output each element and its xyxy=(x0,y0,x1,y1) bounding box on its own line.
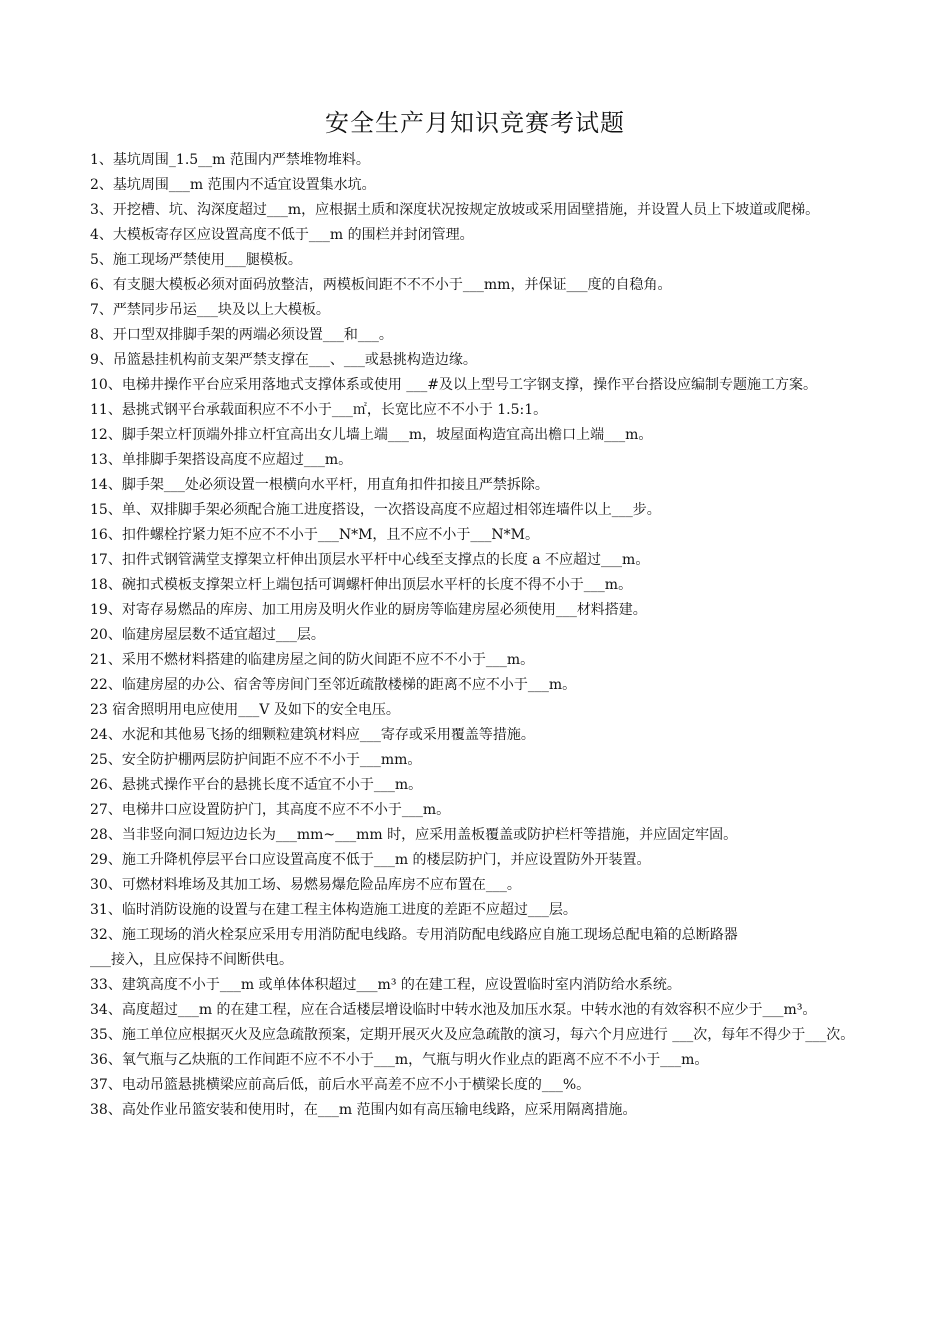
question-item: 5、施工现场严禁使用___腿模板。 xyxy=(90,252,302,268)
question-item: 15、单、双排脚手架必须配合施工进度搭设，一次搭设高度不应超过相邻连墙件以上___步。 xyxy=(90,502,661,518)
question-item: 33、建筑高度不小于___m 或单体体积超过___m³ 的在建工程，应设置临时室内消防给水系统。 xyxy=(90,977,681,993)
question-item: 19、对寄存易燃品的库房、加工用房及明火作业的厨房等临建房屋必须使用___材料搭建。 xyxy=(90,602,647,618)
question-item: 14、脚手架___处必须设置一根横向水平杆，用直角扣件扣接且严禁拆除。 xyxy=(90,477,549,493)
question-item: 16、扣件螺栓拧紧力矩不应不不小于___N*M，且不应不小于___N*M。 xyxy=(90,527,539,543)
question-item: 8、开口型双排脚手架的两端必须设置___和___。 xyxy=(90,327,393,343)
question-item: 30、可燃材料堆场及其加工场、易燃易爆危险品库房不应布置在___。 xyxy=(90,877,521,893)
question-list xyxy=(90,148,860,1123)
question-item: 34、高度超过___m 的在建工程，应在合适楼层增设临时中转水池及加压水泵。中转水池的有效容积不应少于___m³。 xyxy=(90,1002,817,1018)
question-item: 17、扣件式钢管满堂支撑架立杆伸出顶层水平杆中心线至支撑点的长度 a 不应超过___m。 xyxy=(90,552,650,568)
question-item: 10、电梯井操作平台应采用落地式支撑体系或使用 ___#及以上型号工字钢支撑，操作平台搭设应编制专题施工方案。 xyxy=(90,377,817,393)
question-item: 26、悬挑式操作平台的悬挑长度不适宜不小于___m。 xyxy=(90,777,423,793)
question-item: 25、安全防护棚两层防护间距不应不不小于___mm。 xyxy=(90,752,422,768)
question-item: 22、临建房屋的办公、宿舍等房间门至邻近疏散楼梯的距离不应不小于___m。 xyxy=(90,677,577,693)
question-item: 4、大模板寄存区应设置高度不低于___m 的围栏并封闭管理。 xyxy=(90,227,474,243)
question-item: 13、单排脚手架搭设高度不应超过___m。 xyxy=(90,452,353,468)
question-item: 23 宿舍照明用电应使用___V 及如下的安全电压。 xyxy=(90,702,400,718)
question-item: ___接入，且应保持不间断供电。 xyxy=(90,952,293,968)
question-item: 20、临建房屋层数不适宜超过___层。 xyxy=(90,627,325,643)
question-item: 36、氧气瓶与乙炔瓶的工作间距不应不不小于___m，气瓶与明火作业点的距离不应不不小于___m。 xyxy=(90,1052,709,1068)
question-item: 6、有支腿大模板必须对面码放整洁，两模板间距不不不小于___mm，并保证___度的自稳角。 xyxy=(90,277,672,293)
question-item: 24、水泥和其他易飞扬的细颗粒建筑材料应___寄存或采用覆盖等措施。 xyxy=(90,727,535,743)
question-item: 37、电动吊篮悬挑横梁应前高后低，前后水平高差不应不小于横梁长度的___%。 xyxy=(90,1077,591,1093)
question-item: 29、施工升降机停层平台口应设置高度不低于___m 的楼层防护门，并应设置防外开装置。 xyxy=(90,852,651,868)
document-title: 安全生产月知识竞赛考试题 xyxy=(325,109,625,137)
question-item: 35、施工单位应根据灭火及应急疏散预案，定期开展灭火及应急疏散的演习，每六个月应进行 ___次，每年不得少于___次。 xyxy=(90,1027,855,1043)
question-item: 32、施工现场的消火栓泵应采用专用消防配电线路。专用消防配电线路应自施工现场总配电箱的总断路器 xyxy=(90,927,738,943)
question-item: 28、当非竖向洞口短边边长为___mm~___mm 时，应采用盖板覆盖或防护栏杆等措施，并应固定牢固。 xyxy=(90,827,738,843)
question-item: 12、脚手架立杆顶端外排立杆宜高出女儿墙上端___m，坡屋面构造宜高出檐口上端___m。 xyxy=(90,427,653,443)
question-item: 11、悬挑式钢平台承载面积应不不小于___㎡，长宽比应不不小于 1.5:1。 xyxy=(90,402,548,418)
question-item: 27、电梯井口应设置防护门，其高度不应不不小于___m。 xyxy=(90,802,451,818)
question-item: 7、严禁同步吊运___块及以上大模板。 xyxy=(90,302,330,318)
question-item: 1、基坑周围_1.5__m 范围内严禁堆物堆料。 xyxy=(90,152,370,168)
question-item: 2、基坑周围___m 范围内不适宜设置集水坑。 xyxy=(90,177,376,193)
question-item: 9、吊篮悬挂机构前支架严禁支撑在___、___或悬挑构造边缘。 xyxy=(90,352,477,368)
question-item: 31、临时消防设施的设置与在建工程主体构造施工进度的差距不应超过___层。 xyxy=(90,902,577,918)
question-item: 21、采用不燃材料搭建的临建房屋之间的防火间距不应不不小于___m。 xyxy=(90,652,535,668)
question-item: 3、开挖槽、坑、沟深度超过___m，应根据土质和深度状况按规定放坡或采用固壁措施，并设置人员上下坡道或爬梯。 xyxy=(90,202,820,218)
question-item: 38、高处作业吊篮安装和使用时，在___m 范围内如有高压输电线路，应采用隔离措施。 xyxy=(90,1102,637,1118)
question-item: 18、碗扣式模板支撑架立杆上端包括可调螺杆伸出顶层水平杆的长度不得不小于___m。 xyxy=(90,577,633,593)
